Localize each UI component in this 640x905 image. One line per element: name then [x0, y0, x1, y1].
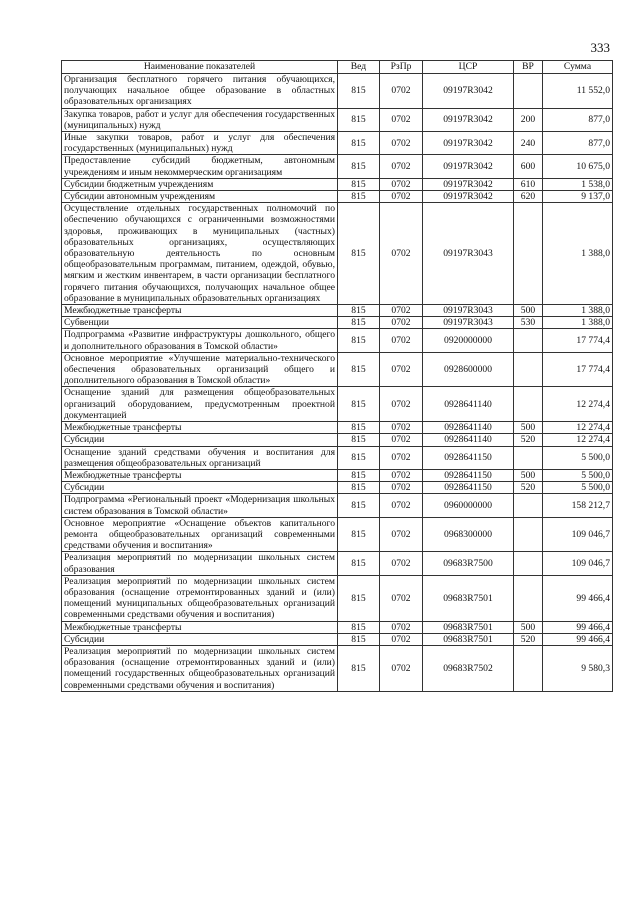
cell-csr: 09197R3043 — [423, 203, 514, 305]
cell-csr: 0928641150 — [423, 446, 514, 469]
cell-name: Межбюджетные трансферты — [62, 305, 338, 317]
cell-name: Осуществление отдельных государственных полномочий по обеспечению обучающихся с ограниченными возможностями здоровья, проживающих в муниципальных (частных) образовательных организациях, осуществляющих образовательную деятельность по основным общеобразовательным программам, питанием, одеждой, обувью, мягким и жестким инвентарем, в части организации бесплатного горячего питания обучающихся, получающих начальное общее образование в муниципальных образовательных организациях — [62, 203, 338, 305]
cell-name: Оснащение зданий для размещения общеобразовательных организаций оборудованием, предусмотренным проектной документацией — [62, 387, 338, 422]
cell-ved: 815 — [338, 329, 380, 352]
cell-vr — [514, 517, 543, 552]
cell-name: Закупка товаров, работ и услуг для обеспечения государственных (муниципальных) нужд — [62, 108, 338, 131]
cell-ved: 815 — [338, 155, 380, 178]
table-row — [62, 494, 613, 517]
cell-csr: 09683R7501 — [423, 633, 514, 645]
table-row — [62, 482, 613, 494]
cell-vr: 520 — [514, 633, 543, 645]
cell-csr: 0928641150 — [423, 482, 514, 494]
cell-vr: 200 — [514, 108, 543, 131]
table-row — [62, 108, 613, 131]
cell-csr: 09197R3043 — [423, 305, 514, 317]
table-row — [62, 317, 613, 329]
cell-rzpr: 0702 — [380, 132, 423, 155]
cell-ved: 815 — [338, 317, 380, 329]
cell-rzpr: 0702 — [380, 552, 423, 575]
cell-vr — [514, 74, 543, 109]
cell-sum: 17 774,4 — [543, 352, 613, 387]
cell-name: Оснащение зданий средствами обучения и воспитания для размещения общеобразовательных организаций — [62, 446, 338, 469]
cell-csr: 0928641140 — [423, 434, 514, 446]
cell-vr — [514, 446, 543, 469]
cell-vr: 240 — [514, 132, 543, 155]
cell-vr — [514, 387, 543, 422]
cell-rzpr: 0702 — [380, 494, 423, 517]
cell-ved: 815 — [338, 387, 380, 422]
cell-rzpr: 0702 — [380, 108, 423, 131]
cell-sum: 11 552,0 — [543, 74, 613, 109]
cell-rzpr: 0702 — [380, 191, 423, 203]
cell-rzpr: 0702 — [380, 469, 423, 481]
cell-rzpr: 0702 — [380, 155, 423, 178]
cell-vr: 610 — [514, 178, 543, 190]
cell-csr: 09197R3042 — [423, 155, 514, 178]
cell-ved: 815 — [338, 517, 380, 552]
cell-sum: 109 046,7 — [543, 517, 613, 552]
cell-csr: 09683R7502 — [423, 645, 514, 691]
cell-ved: 815 — [338, 132, 380, 155]
cell-name: Субсидии — [62, 434, 338, 446]
cell-vr — [514, 329, 543, 352]
cell-sum: 99 466,4 — [543, 621, 613, 633]
cell-ved: 815 — [338, 422, 380, 434]
cell-name: Субвенции — [62, 317, 338, 329]
page-number: 333 — [590, 40, 610, 55]
table-row — [62, 191, 613, 203]
cell-name: Субсидии бюджетным учреждениям — [62, 178, 338, 190]
cell-sum: 99 466,4 — [543, 633, 613, 645]
cell-csr: 09197R3042 — [423, 132, 514, 155]
table-header-row — [62, 61, 613, 74]
table-row — [62, 387, 613, 422]
cell-vr — [514, 552, 543, 575]
table-row — [62, 645, 613, 691]
table-row — [62, 352, 613, 387]
cell-sum: 5 500,0 — [543, 446, 613, 469]
cell-sum: 1 388,0 — [543, 203, 613, 305]
cell-sum: 17 774,4 — [543, 329, 613, 352]
cell-sum: 99 466,4 — [543, 575, 613, 621]
cell-sum: 877,0 — [543, 108, 613, 131]
table-row — [62, 517, 613, 552]
cell-ved: 815 — [338, 621, 380, 633]
cell-name: Субсидии — [62, 633, 338, 645]
cell-csr: 09683R7501 — [423, 575, 514, 621]
column-header-name: Наименование показателей — [62, 61, 338, 74]
cell-ved: 815 — [338, 178, 380, 190]
cell-sum: 877,0 — [543, 132, 613, 155]
cell-csr: 09197R3042 — [423, 178, 514, 190]
table-row — [62, 132, 613, 155]
cell-ved: 815 — [338, 469, 380, 481]
cell-name: Подпрограмма «Региональный проект «Модернизация школьных систем образования в Томской области» — [62, 494, 338, 517]
cell-name: Основное мероприятие «Улучшение материально-технического обеспечения образовательных организаций общего и дополнительного образования в Томской области» — [62, 352, 338, 387]
cell-ved: 815 — [338, 645, 380, 691]
cell-rzpr: 0702 — [380, 305, 423, 317]
table-row — [62, 422, 613, 434]
cell-vr: 520 — [514, 482, 543, 494]
cell-rzpr: 0702 — [380, 387, 423, 422]
cell-name: Межбюджетные трансферты — [62, 469, 338, 481]
cell-sum: 1 388,0 — [543, 305, 613, 317]
table-row — [62, 178, 613, 190]
cell-rzpr: 0702 — [380, 317, 423, 329]
cell-rzpr: 0702 — [380, 352, 423, 387]
cell-rzpr: 0702 — [380, 517, 423, 552]
cell-vr — [514, 575, 543, 621]
cell-ved: 815 — [338, 352, 380, 387]
cell-ved: 815 — [338, 446, 380, 469]
cell-name: Межбюджетные трансферты — [62, 621, 338, 633]
cell-rzpr: 0702 — [380, 203, 423, 305]
cell-sum: 10 675,0 — [543, 155, 613, 178]
cell-csr: 0968300000 — [423, 517, 514, 552]
cell-rzpr: 0702 — [380, 178, 423, 190]
cell-rzpr: 0702 — [380, 446, 423, 469]
cell-rzpr: 0702 — [380, 74, 423, 109]
cell-sum: 9 137,0 — [543, 191, 613, 203]
cell-name: Организация бесплатного горячего питания обучающихся, получающих начальное общее образование в областных образовательных организациях — [62, 74, 338, 109]
cell-vr — [514, 645, 543, 691]
table-row — [62, 305, 613, 317]
cell-sum: 109 046,7 — [543, 552, 613, 575]
cell-vr: 620 — [514, 191, 543, 203]
cell-rzpr: 0702 — [380, 422, 423, 434]
table-row — [62, 633, 613, 645]
cell-vr: 530 — [514, 317, 543, 329]
column-header-ved: Вед — [338, 61, 380, 74]
cell-rzpr: 0702 — [380, 329, 423, 352]
cell-vr: 500 — [514, 422, 543, 434]
budget-table — [61, 60, 613, 692]
cell-sum: 12 274,4 — [543, 434, 613, 446]
table-row — [62, 203, 613, 305]
cell-vr — [514, 352, 543, 387]
cell-ved: 815 — [338, 74, 380, 109]
cell-csr: 0928641150 — [423, 469, 514, 481]
cell-sum: 1 538,0 — [543, 178, 613, 190]
cell-name: Подпрограмма «Развитие инфраструктуры дошкольного, общего и дополнительного образования в Томской области» — [62, 329, 338, 352]
cell-csr: 09197R3042 — [423, 74, 514, 109]
cell-sum: 12 274,4 — [543, 422, 613, 434]
cell-vr: 520 — [514, 434, 543, 446]
cell-rzpr: 0702 — [380, 434, 423, 446]
column-header-csr: ЦСР — [423, 61, 514, 74]
cell-name: Основное мероприятие «Оснащение объектов капитального ремонта общеобразовательных организаций современными средствами обучения и воспитания» — [62, 517, 338, 552]
cell-name: Реализация мероприятий по модернизации школьных систем образования (оснащение отремонтированных зданий и (или) помещений муниципальных общеобразовательных организаций современными средствами обучения и воспитания) — [62, 575, 338, 621]
cell-ved: 815 — [338, 203, 380, 305]
cell-csr: 09683R7500 — [423, 552, 514, 575]
cell-sum: 5 500,0 — [543, 482, 613, 494]
cell-csr: 0928641140 — [423, 387, 514, 422]
cell-ved: 815 — [338, 633, 380, 645]
table-row — [62, 469, 613, 481]
cell-csr: 09683R7501 — [423, 621, 514, 633]
cell-vr: 600 — [514, 155, 543, 178]
cell-ved: 815 — [338, 305, 380, 317]
cell-csr: 09197R3043 — [423, 317, 514, 329]
table-body — [62, 74, 613, 692]
cell-name: Иные закупки товаров, работ и услуг для обеспечения государственных (муниципальных) нужд — [62, 132, 338, 155]
cell-csr: 0920000000 — [423, 329, 514, 352]
cell-csr: 0928600000 — [423, 352, 514, 387]
cell-csr: 09197R3042 — [423, 191, 514, 203]
cell-ved: 815 — [338, 191, 380, 203]
cell-rzpr: 0702 — [380, 633, 423, 645]
cell-ved: 815 — [338, 434, 380, 446]
table-row — [62, 329, 613, 352]
cell-name: Реализация мероприятий по модернизации школьных систем образования (оснащение отремонтированных зданий и (или) помещений государственных общеобразовательных организаций современными средствами обучения и воспитания) — [62, 645, 338, 691]
column-header-rzpr: РзПр — [380, 61, 423, 74]
cell-sum: 12 274,4 — [543, 387, 613, 422]
cell-name: Субсидии автономным учреждениям — [62, 191, 338, 203]
table-row — [62, 552, 613, 575]
cell-ved: 815 — [338, 552, 380, 575]
cell-ved: 815 — [338, 108, 380, 131]
table-row — [62, 74, 613, 109]
cell-csr: 09197R3042 — [423, 108, 514, 131]
table-row — [62, 155, 613, 178]
cell-name: Предоставление субсидий бюджетным, автономным учреждениям и иным некоммерческим организациям — [62, 155, 338, 178]
cell-ved: 815 — [338, 575, 380, 621]
table-row — [62, 575, 613, 621]
column-header-vr: ВР — [514, 61, 543, 74]
cell-name: Субсидии — [62, 482, 338, 494]
table-row — [62, 446, 613, 469]
cell-vr — [514, 203, 543, 305]
cell-rzpr: 0702 — [380, 482, 423, 494]
cell-name: Реализация мероприятий по модернизации школьных систем образования — [62, 552, 338, 575]
cell-vr: 500 — [514, 305, 543, 317]
cell-csr: 0928641140 — [423, 422, 514, 434]
cell-ved: 815 — [338, 494, 380, 517]
cell-sum: 1 388,0 — [543, 317, 613, 329]
cell-vr: 500 — [514, 621, 543, 633]
cell-vr — [514, 494, 543, 517]
cell-name: Межбюджетные трансферты — [62, 422, 338, 434]
cell-csr: 0960000000 — [423, 494, 514, 517]
cell-sum: 158 212,7 — [543, 494, 613, 517]
cell-sum: 5 500,0 — [543, 469, 613, 481]
table-row — [62, 621, 613, 633]
cell-rzpr: 0702 — [380, 621, 423, 633]
cell-ved: 815 — [338, 482, 380, 494]
cell-rzpr: 0702 — [380, 645, 423, 691]
table-row — [62, 434, 613, 446]
cell-sum: 9 580,3 — [543, 645, 613, 691]
column-header-sum: Сумма — [543, 61, 613, 74]
cell-vr: 500 — [514, 469, 543, 481]
cell-rzpr: 0702 — [380, 575, 423, 621]
